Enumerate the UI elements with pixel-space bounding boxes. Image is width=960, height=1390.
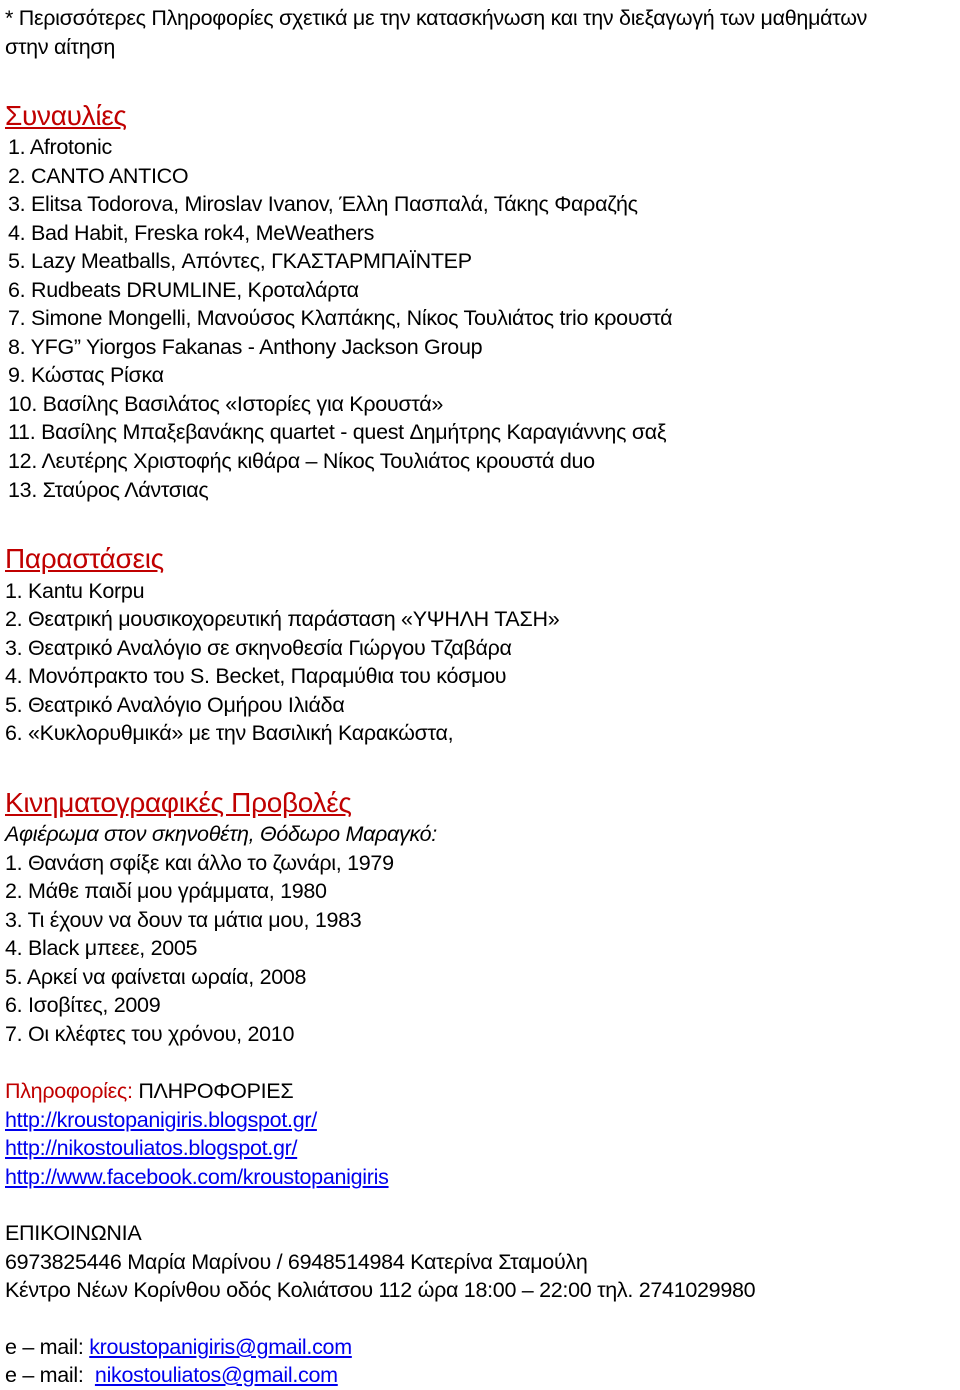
concert-item: 8. YFG” Yiorgos Fakanas - Anthony Jackson Group (8, 335, 483, 359)
concert-item: 9. Κώστας Ρίσκα (8, 363, 164, 387)
screenings-heading: Κινηματογραφικές Προβολές (5, 787, 352, 818)
contact-phones: 6973825446 Μαρία Μαρίνου / 6948514984 Κατερίνα Σταμούλη (5, 1250, 588, 1274)
screening-item: 1. Θανάση σφίξε και άλλο το ζωνάρι, 1979 (5, 851, 394, 875)
email-line-1 (5, 1333, 352, 1361)
facebook-link[interactable]: http://www.facebook.com/kroustopanigiris (5, 1165, 389, 1189)
concert-item: 10. Βασίλης Βασιλάτος «Ιστορίες για Κρουστά» (8, 392, 444, 416)
info-label: Πληροφορίες: (5, 1079, 133, 1103)
screening-item: 4. Black μπεεε, 2005 (5, 936, 198, 960)
performance-item: 4. Μονόπρακτο του S. Becket, Παραμύθια του κόσμου (5, 664, 507, 688)
performance-item: 1. Kantu Korpu (5, 579, 145, 603)
email-label: e – mail: (5, 1335, 90, 1359)
info-link-row (5, 1134, 297, 1162)
email-link-nikostouliatos[interactable]: nikostouliatos@gmail.com (94, 1363, 338, 1387)
concert-item: 6. Rudbeats DRUMLINE, Κροταλάρτα (8, 278, 359, 302)
concert-item: 12. Λευτέρης Χριστοφής κιθάρα – Νίκος Τουλιάτος κρουστά duo (8, 449, 595, 473)
blog-link-nikostouliatos[interactable]: http://nikostouliatos.blogspot.gr/ (5, 1136, 298, 1160)
email-label: e – mail: (5, 1363, 95, 1387)
concert-item: 5. Lazy Meatballs, Απόντες, ΓΚΑΣΤΑΡΜΠΑΪΝΤΕΡ (8, 249, 472, 273)
concert-item: 1. Afrotonic (8, 135, 112, 159)
concert-item: 2. CANTO ANTICO (8, 164, 189, 188)
info-link-row (5, 1106, 317, 1134)
info-link-row (5, 1163, 389, 1191)
performance-item: 3. Θεατρικό Αναλόγιο σε σκηνοθεσία Γιώργου Τζαβάρα (5, 636, 512, 660)
info-line (5, 1077, 293, 1105)
screening-item: 3. Τι έχουν να δουν τα μάτια μου, 1983 (5, 908, 362, 932)
intro-line-1: * Περισσότερες Πληροφορίες σχετικά με την κατασκήνωση και την διεξαγωγή των μαθημάτων (5, 6, 868, 30)
intro-line-2: στην αίτηση (5, 35, 116, 59)
performance-item: 6. «Κυκλορυθμικά» με την Βασιλική Καρακώστα, (5, 721, 454, 745)
contact-address: Κέντρο Νέων Κορίνθου οδός Κολιάτσου 112 ώρα 18:00 – 22:00 τηλ. 2741029980 (5, 1278, 756, 1302)
concert-item: 11. Βασίλης Μπαξεβανάκης quartet - quest Δημήτρης Καραγιάννης σαξ (8, 420, 667, 444)
concert-item: 4. Bad Habit, Freska rok4, MeWeathers (8, 221, 375, 245)
concert-item: 3. Elitsa Todorova, Miroslav Ivanov, Έλλη Πασπαλά, Τάκης Φαραζής (8, 192, 638, 216)
performance-item: 5. Θεατρικό Αναλόγιο Ομήρου Ιλιάδα (5, 693, 345, 717)
screenings-subtitle: Αφιέρωμα στον σκηνοθέτη, Θόδωρο Μαραγκό: (5, 822, 437, 846)
screening-item: 2. Μάθε παιδί μου γράμματα, 1980 (5, 879, 327, 903)
screening-item: 5. Αρκεί να φαίνεται ωραία, 2008 (5, 965, 307, 989)
screening-item: 6. Ισοβίτες, 2009 (5, 993, 161, 1017)
email-line-2 (5, 1361, 338, 1389)
email-link-kroustopanigiris[interactable]: kroustopanigiris@gmail.com (89, 1335, 352, 1359)
contact-heading: ΕΠΙΚΟΙΝΩΝΙΑ (5, 1221, 142, 1245)
blog-link-kroustopanigiris[interactable]: http://kroustopanigiris.blogspot.gr/ (5, 1108, 317, 1132)
screening-item: 7. Οι κλέφτες του χρόνου, 2010 (5, 1022, 295, 1046)
concert-item: 7. Simone Mongelli, Μανούσος Κλαπάκης, Νίκος Τουλιάτος trio κρουστά (8, 306, 673, 330)
concert-item: 13. Σταύρος Λάντσιας (8, 478, 209, 502)
info-value: ΠΛΗΡΟΦΟΡΙΕΣ (132, 1079, 294, 1103)
performance-item: 2. Θεατρική μουσικοχορευτική παράσταση «ΥΨΗΛΗ ΤΑΣΗ» (5, 607, 560, 631)
performances-heading: Παραστάσεις (5, 543, 164, 574)
concerts-heading: Συναυλίες (5, 100, 127, 131)
